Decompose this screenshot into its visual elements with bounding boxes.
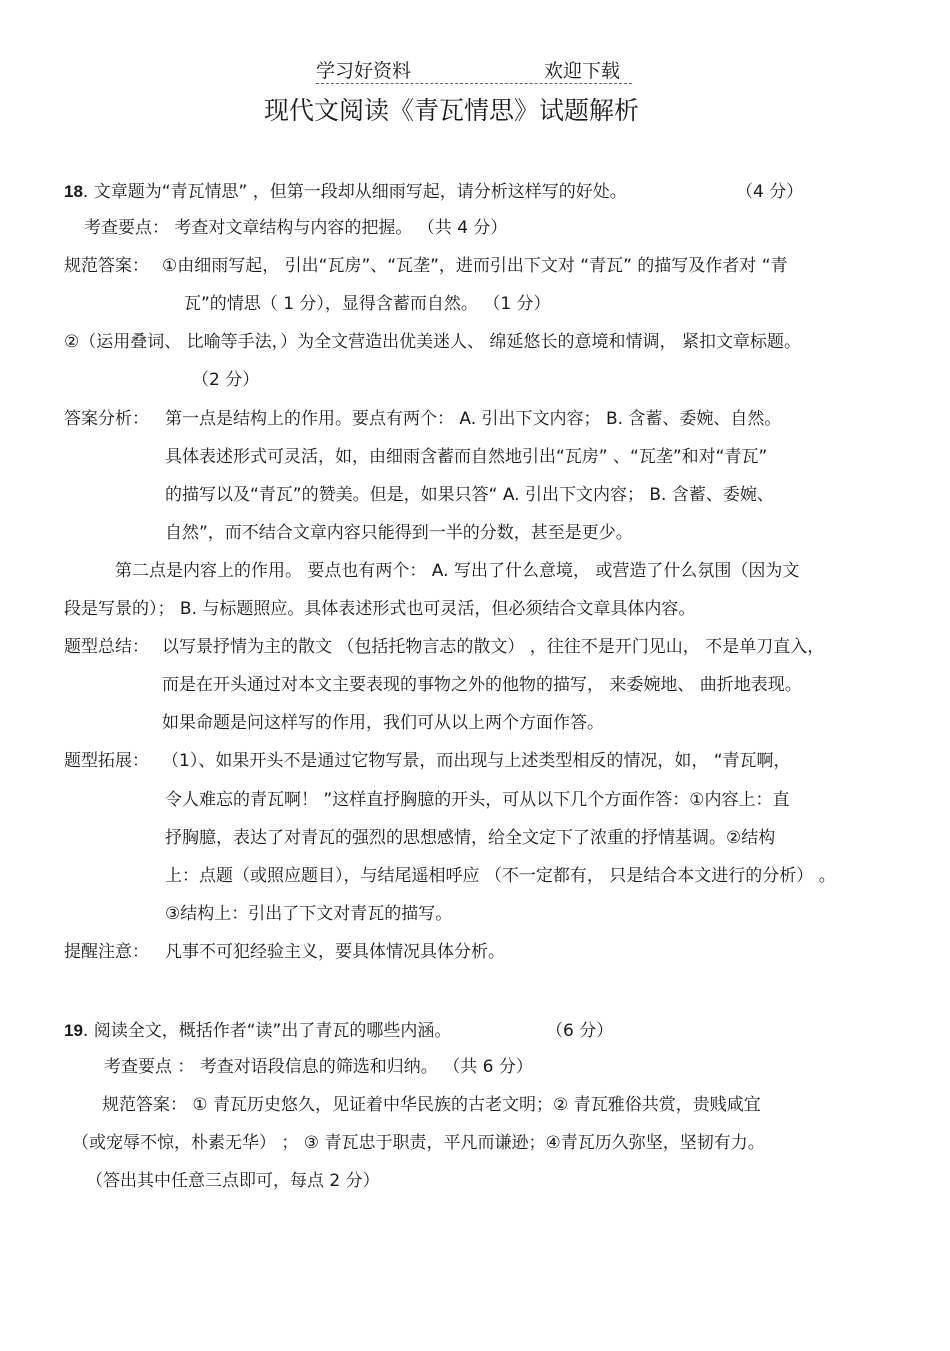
q18-analysis-line: 段是写景的）； B. 与标题照应。具体表述形式也可灵活，但必须结合文章具体内容。 [64,599,696,619]
q18-summary-line: 以写景抒情为主的散文 （包括托物言志的散文） ，往往不是开门见山， 不是单刀直入， [162,637,825,657]
q18-analysis-line: 自然”，而不结合文章内容只能得到一半的分数，甚至是更少。 [165,523,633,543]
q19-question [64,1020,451,1042]
q18-exam-point: 考查要点： 考查对文章结构与内容的把握。 （共 4 分） [84,218,508,238]
q18-extension-line: （1）、如果开头不是通过它物写景，而出现与上述类型相反的情况，如， “青瓦啊， [162,751,791,771]
q18-summary-line: 如果命题是问这样写的作用，我们可从以上两个方面作答。 [162,713,604,733]
q18-question-text: . 文章题为“青瓦情思” ，但第一段却从细雨写起，请分析这样写的好处。 [82,182,627,202]
q19-exam-point: 考查要点 ： 考查对语段信息的筛选和归纳。 （共 6 分） [104,1057,533,1077]
header-dashed-underline [316,83,632,84]
q18-extension-line: ③结构上：引出了下文对青瓦的描写。 [165,904,453,924]
q18-answer-1b: 瓦”的情思（ 1 分），显得含蓄而自然。 （1 分） [184,294,551,314]
q18-answer-2b: （2 分） [192,370,260,390]
q18-analysis-line: 第一点是结构上的作用。要点有两个： A. 引出下文内容； B. 含蓄、委婉、自然。 [165,409,782,429]
q19-answer-line: 规范答案： ① 青瓦历史悠久，见证着中华民族的古老文明；② 青瓦雅俗共赏，贵贱咸宜 [102,1095,761,1115]
q18-summary-label: 题型总结： [64,637,149,657]
header-right-text: 欢迎下载 [544,60,621,82]
q18-extension-line: 令人难忘的青瓦啊！ ”这样直抒胸臆的开头，可从以下几个方面作答：①内容上：直 [165,790,790,810]
q18-answer-1a: ①由细雨写起， 引出“瓦房”、“瓦垄”，进而引出下文对 “青瓦” 的描写及作者对 “青 [162,256,788,276]
q18-score: （4 分） [736,182,804,202]
q18-question [64,181,627,203]
q18-notice-label: 提醒注意： [64,942,149,962]
q18-summary-line: 而是在开头通过对本文主要表现的事物之外的他物的描写， 来委婉地、 曲折地表现。 [162,675,802,695]
q18-number: 18 [64,182,83,201]
q18-extension-line: 抒胸臆，表达了对青瓦的强烈的思想感情，给全文定下了浓重的抒情基调。②结构 [165,828,776,848]
q18-analysis-line: 第二点是内容上的作用。 要点也有两个： A. 写出了什么意境， 或营造了什么氛围（因为文 [115,561,800,581]
q19-number: 19 [64,1021,83,1040]
q18-analysis-line: 具体表述形式可灵活，如，由细雨含蓄而自然地引出“瓦房” 、“瓦垄”和对“青瓦” [165,447,768,467]
q18-extension-label: 题型拓展： [64,751,149,771]
q19-question-text: . 阅读全文，概括作者“读”出了青瓦的哪些内涵。 [82,1021,452,1041]
q18-answer-label: 规范答案： [64,256,149,276]
q19-score: （6 分） [546,1021,614,1041]
q18-analysis-line: 的描写以及“青瓦”的赞美。但是，如果只答“ A. 引出下文内容； B. 含蓄、委婉、 [165,485,774,505]
q18-analysis-label: 答案分析： [64,409,149,429]
q18-extension-line: 上：点题（或照应题目），与结尾遥相呼应 （不一定都有， 只是结合本文进行的分析） 。 [165,866,836,886]
q18-notice-text: 凡事不可犯经验主义，要具体情况具体分析。 [165,942,505,962]
header-left-text: 学习好资料 [316,60,412,82]
q19-answer-line: （或宠辱不惊，朴素无华） ； ③ 青瓦忠于职责，平凡而谦逊；④青瓦历久弥坚，坚韧有力。 [72,1133,765,1153]
q19-answer-note: （答出其中任意三点即可，每点 2 分） [86,1171,380,1191]
q18-answer-2a: ②（运用叠词、 比喻等手法，）为全文营造出优美迷人、 绵延悠长的意境和情调， 紧扣文章标题。 [64,332,801,352]
page-title: 现代文阅读《青瓦情思》试题解析 [264,96,640,125]
